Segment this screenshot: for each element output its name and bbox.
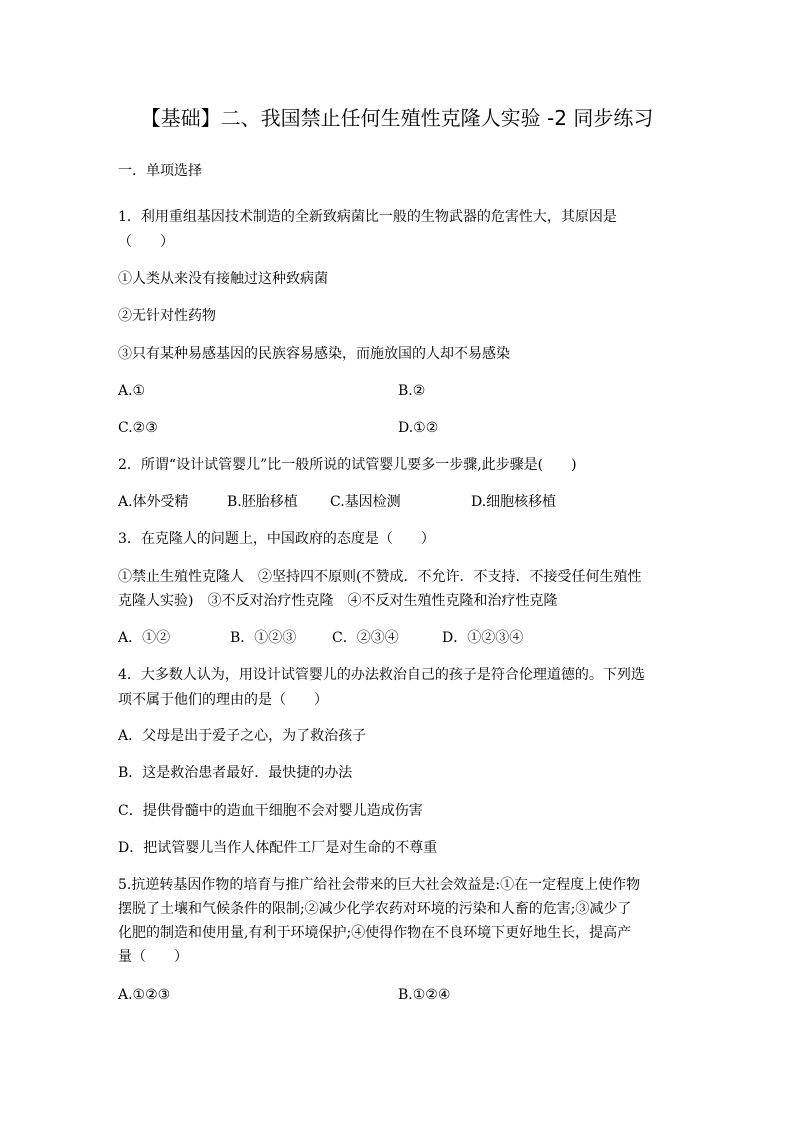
page-title: 【基础】二、我国禁止任何生殖性克隆人实验 -2 同步练习 — [140, 106, 654, 130]
q1-stem-line-1: 1．利用重组基因技术制造的全新致病菌比一般的生物武器的危害性大，其原因是 — [118, 209, 617, 225]
q4-stem-line-2: 项不属于他们的理由的是（ ） — [118, 692, 328, 708]
q2-option-a: A.体外受精 — [118, 494, 189, 510]
q5-option-b: B.①②④ — [398, 987, 451, 1003]
q4-option-c: C．提供骨髓中的造血干细胞不会对婴儿造成伤害 — [118, 803, 423, 819]
q3-statements-line-2: 克隆人实验) ③不反对治疗性克隆 ④不反对生殖性克隆和治疗性克隆 — [118, 593, 558, 609]
q3-statements-line-1: ①禁止生殖性克隆人 ②坚持四不原则(不赞成．不允许．不支持．不接受任何生殖性 — [118, 569, 642, 585]
q3-option-b: B．①②③ — [230, 630, 297, 646]
q1-statement-1: ①人类从来没有接触过这种致病菌 — [118, 271, 328, 287]
q1-option-c: C.②③ — [118, 420, 158, 436]
q2-option-d: D.细胞核移植 — [471, 494, 557, 510]
q5-option-a: A.①②③ — [118, 987, 171, 1003]
q2-option-b: B.胚胎移植 — [227, 494, 298, 510]
section-heading: 一．单项选择 — [118, 163, 202, 179]
q4-stem-line-1: 4．大多数人认为，用设计试管婴儿的办法救治自己的孩子是符合伦理道德的。下列选 — [118, 667, 645, 683]
q4-option-a: A．父母是出于爱子之心，为了救治孩子 — [118, 728, 367, 744]
q1-stem-line-2: （ ） — [118, 234, 174, 250]
q2-stem: 2．所谓“设计试管婴儿”比一般所说的试管婴儿要多一步骤,此步骤是( ) — [118, 457, 577, 473]
q4-option-d: D．把试管婴儿当作人体配件工厂是对生命的不尊重 — [118, 840, 438, 856]
q3-stem: 3．在克隆人的问题上，中国政府的态度是（ ） — [118, 531, 435, 547]
q1-option-a: A.① — [118, 383, 146, 399]
q5-stem-line-2: 摆脱了土壤和气候条件的限制;②减少化学农药对环境的污染和人畜的危害;③减少了 — [118, 901, 632, 917]
q2-option-c: C.基因检测 — [330, 494, 401, 510]
q1-option-d: D.①② — [398, 420, 439, 436]
q3-option-a: A．①② — [118, 630, 171, 646]
q1-option-b: B.② — [398, 383, 426, 399]
q3-option-d: D．①②③④ — [442, 630, 524, 646]
q4-option-b: B．这是救治患者最好．最快捷的办法 — [118, 765, 353, 781]
q5-stem-line-3: 化肥的制造和使用量,有利于环境保护;④使得作物在不良环境下更好地生长，提高产 — [118, 925, 632, 941]
q1-statement-3: ③只有某种易感基因的民族容易感染，而施放国的人却不易感染 — [118, 346, 510, 362]
q1-statement-2: ②无针对性药物 — [118, 308, 216, 324]
q5-stem-line-1: 5.抗逆转基因作物的培育与推广给社会带来的巨大社会效益是:①在一定程度上使作物 — [118, 877, 641, 893]
q3-option-c: C．②③④ — [332, 630, 399, 646]
q5-stem-line-4: 量（ ） — [118, 949, 188, 965]
